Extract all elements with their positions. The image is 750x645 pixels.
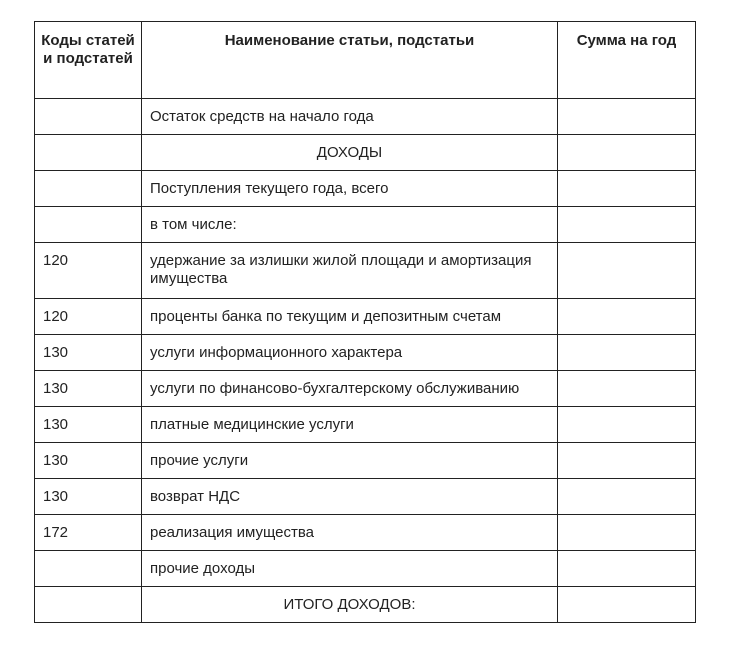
code-cell (35, 587, 142, 623)
code-cell (35, 551, 142, 587)
code-value (35, 135, 141, 144)
code-cell (35, 135, 142, 171)
name-cell (142, 407, 558, 443)
sum-value (558, 371, 695, 380)
name-value: удержание за излишки жилой площади и амортизация имущества (150, 252, 532, 287)
sum-cell (558, 371, 696, 407)
header-sum (558, 22, 696, 99)
sum-cell (558, 243, 696, 299)
header-name (142, 22, 558, 99)
name-value: возврат НДС (150, 488, 241, 505)
sum-value (558, 479, 695, 488)
code-cell (35, 335, 142, 371)
sum-cell (558, 479, 696, 515)
name-value: услуги информационного характера (150, 344, 403, 361)
sum-value (558, 171, 695, 180)
name-value: платные медицинские услуги (150, 416, 354, 433)
code-value (35, 551, 141, 560)
code-value: 130 (43, 380, 69, 397)
table-row (35, 479, 696, 515)
table-row-total (35, 587, 696, 623)
sum-cell (558, 551, 696, 587)
table-row (35, 515, 696, 551)
sum-value (558, 443, 695, 452)
name-cell (142, 371, 558, 407)
sum-cell (558, 335, 696, 371)
name-cell (142, 171, 558, 207)
name-cell (142, 299, 558, 335)
sum-value (558, 299, 695, 308)
table-row (35, 407, 696, 443)
table-row (35, 135, 696, 171)
name-cell (142, 99, 558, 135)
table-row (35, 443, 696, 479)
sum-value (558, 551, 695, 560)
code-cell (35, 299, 142, 335)
code-value (35, 171, 141, 180)
name-cell (142, 515, 558, 551)
sum-value (558, 407, 695, 416)
sum-cell (558, 171, 696, 207)
name-value: Остаток средств на начало года (150, 108, 374, 125)
sum-cell (558, 135, 696, 171)
name-cell (142, 479, 558, 515)
name-value: прочие доходы (150, 560, 255, 577)
sum-cell (558, 407, 696, 443)
code-cell (35, 407, 142, 443)
name-cell (142, 243, 558, 299)
code-value: 130 (43, 416, 69, 433)
section-heading-cell (142, 135, 558, 171)
table-row (35, 171, 696, 207)
table-row (35, 371, 696, 407)
header-name-label: Наименование статьи, подстатьи (224, 32, 475, 49)
budget-table (34, 21, 696, 623)
name-cell (142, 207, 558, 243)
sum-cell (558, 299, 696, 335)
code-cell (35, 171, 142, 207)
code-value: 130 (43, 452, 69, 469)
header-code (35, 22, 142, 99)
code-value (35, 587, 141, 596)
sum-value (558, 243, 695, 252)
name-cell (142, 551, 558, 587)
code-value: 120 (43, 252, 69, 269)
table-header-row (35, 22, 696, 99)
section-heading: ДОХОДЫ (316, 144, 383, 161)
code-cell (35, 243, 142, 299)
name-value: услуги по финансово-бухгалтерскому обслуживанию (150, 380, 520, 397)
code-value (35, 207, 141, 216)
code-cell (35, 443, 142, 479)
sum-value (558, 135, 695, 144)
code-value: 130 (43, 488, 69, 505)
code-value: 120 (43, 308, 69, 325)
code-value (35, 99, 141, 108)
code-cell (35, 479, 142, 515)
name-value: реализация имущества (150, 524, 315, 541)
table-row (35, 207, 696, 243)
table-row (35, 299, 696, 335)
sum-cell (558, 99, 696, 135)
sum-value (558, 587, 695, 596)
name-value: Поступления текущего года, всего (150, 180, 389, 197)
header-sum-label: Сумма на год (576, 32, 677, 49)
code-cell (35, 515, 142, 551)
name-value: прочие услуги (150, 452, 249, 469)
sum-cell (558, 587, 696, 623)
table-row (35, 335, 696, 371)
total-label: ИТОГО ДОХОДОВ: (283, 596, 416, 613)
sum-value (558, 207, 695, 216)
name-cell (142, 443, 558, 479)
sum-value (558, 99, 695, 108)
name-value: проценты банка по текущим и депозитным счетам (150, 308, 502, 325)
sum-cell (558, 443, 696, 479)
header-code-label: Коды статей и подстатей (41, 32, 135, 67)
sum-value (558, 335, 695, 344)
table-row (35, 243, 696, 299)
code-cell (35, 99, 142, 135)
sum-cell (558, 515, 696, 551)
table-row (35, 551, 696, 587)
code-value: 172 (43, 524, 69, 541)
name-cell (142, 335, 558, 371)
total-label-cell (142, 587, 558, 623)
code-cell (35, 207, 142, 243)
sum-cell (558, 207, 696, 243)
code-value: 130 (43, 344, 69, 361)
sum-value (558, 515, 695, 524)
name-value: в том числе: (150, 216, 237, 233)
code-cell (35, 371, 142, 407)
table-row (35, 99, 696, 135)
